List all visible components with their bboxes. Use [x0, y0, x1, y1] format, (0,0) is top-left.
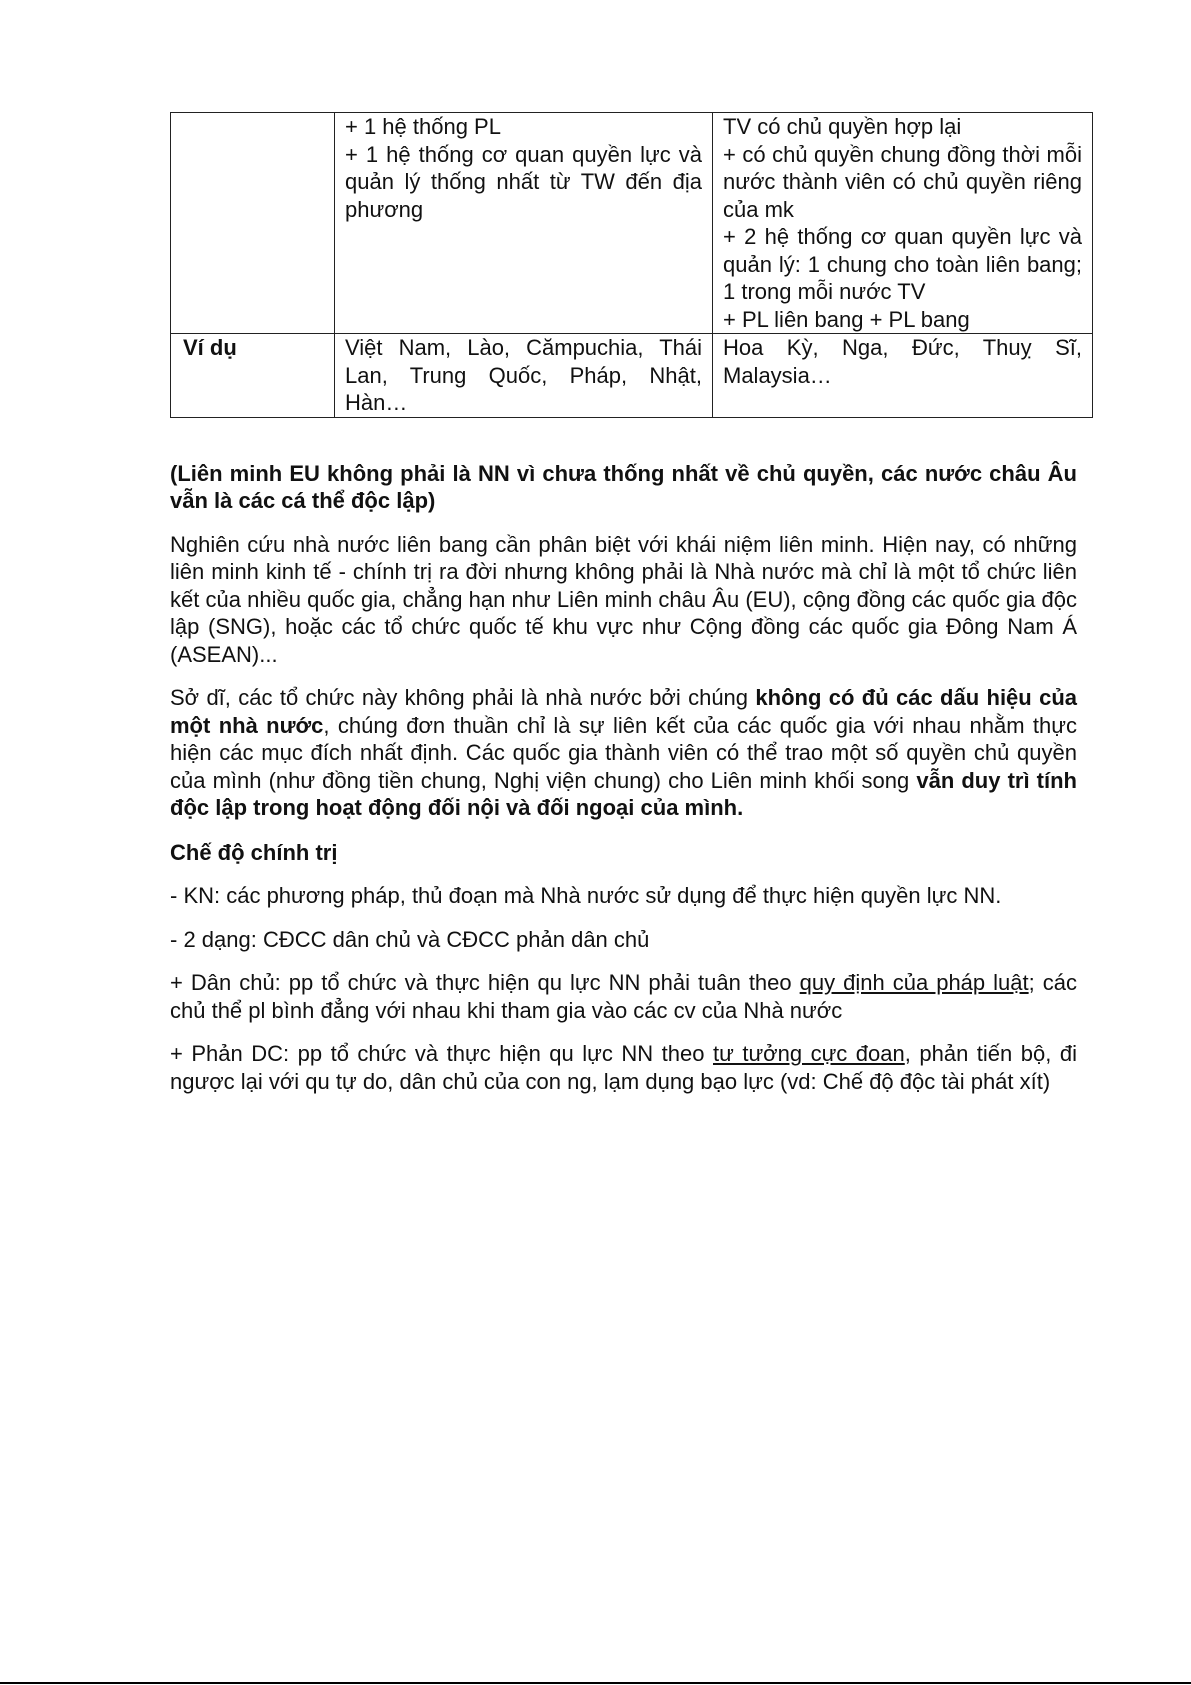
types-line: - 2 dạng: CĐCC dân chủ và CĐCC phản dân chủ — [170, 926, 650, 952]
table-cell-unitary — [335, 113, 713, 334]
page-bottom-border — [0, 1682, 1191, 1684]
table-cell-federal-examples: Hoa Kỳ, Nga, Đức, Thuỵ Sĩ, Malaysia… — [713, 334, 1093, 418]
democratic-line — [170, 969, 1077, 1024]
underlined-run: tư tưởng cực đoan — [713, 1041, 905, 1066]
cell-line: + 1 hệ thống PL — [345, 114, 501, 139]
text-run: + Dân chủ: pp tổ chức và thực hiện qu lực NN phải tuân theo — [170, 970, 800, 995]
cell-line: + có chủ quyền chung đồng thời mỗi nước thành viên có chủ quyền riêng của mk — [723, 141, 1082, 222]
definition-line: - KN: các phương pháp, thủ đoạn mà Nhà nước sử dụng để thực hiện quyền lực NN. — [170, 883, 1002, 908]
text-run: , chúng đơn thuần chỉ là sự liên kết của các quốc gia với nhau nhằm thực hiện các mục đích nhất định. Các quốc gia thành viên có thể trao một số quyền chủ quyền của mình (như đồng tiền chung, Nghị viện chung) cho Liên minh khối song — [170, 712, 1077, 793]
table-row — [171, 113, 1093, 334]
paragraph-reason — [170, 684, 1077, 822]
document-page — [170, 112, 1082, 1095]
text-run: Sở dĩ, các tổ chức này không phải là nhà nước bởi chúng — [170, 685, 756, 710]
cell-line: + 2 hệ thống cơ quan quyền lực và quản lý: 1 chung cho toàn liên bang; 1 trong mỗi nước TV — [723, 224, 1082, 304]
paragraph-union: Nghiên cứu nhà nước liên bang cần phân biệt với khái niệm liên minh. Hiện nay, có những liên minh kinh tế - chính trị ra đời nhưng không phải là Nhà nước mà chỉ là một tổ chức liên kết của nhiều quốc gia, chẳng hạn như Liên minh châu Âu (EU), cộng đồng các quốc gia độc lập (SNG), hoặc các tổ chức quốc tế khu vực như Cộng đồng các quốc gia Đông Nam Á (ASEAN)... — [170, 531, 1077, 667]
text-run: + Phản DC: pp tổ chức và thực hiện qu lực NN theo — [170, 1041, 713, 1066]
text-run: ; các chủ thể pl bình đẳng với nhau khi tham gia vào các cv của Nhà nước — [170, 970, 1077, 1023]
cell-line: TV có chủ quyền hợp lại — [723, 114, 962, 139]
bold-run: không có đủ các dấu hiệu của một nhà nước — [170, 685, 1077, 738]
table-row — [171, 334, 1093, 418]
cell-line: + PL liên bang + PL bang — [723, 306, 970, 332]
section-heading: Chế độ chính trị — [170, 839, 338, 865]
table-cell-federal — [713, 113, 1093, 334]
comparison-table — [170, 112, 1093, 418]
bold-run: vẫn duy trì tính độc lập trong hoạt động đối nội và đối ngoại của mình. — [170, 767, 1077, 820]
table-cell-unitary-examples: Việt Nam, Lào, Cămpuchia, Thái Lan, Trung Quốc, Pháp, Nhật, Hàn… — [335, 334, 713, 418]
underlined-run: quy định của pháp luật — [799, 970, 1029, 995]
eu-note: (Liên minh EU không phải là NN vì chưa thống nhất về chủ quyền, các nước châu Âu vẫn là các cá thể độc lập) — [170, 460, 1077, 513]
cell-line: + 1 hệ thống cơ quan quyền lực và quản lý thống nhất từ TW đến địa phương — [345, 141, 702, 222]
text-run: , phản tiến bộ, đi ngược lại với qu tự do, dân chủ của con ng, lạm dụng bạo lực (vd: Chế độ độc tài phát xít) — [170, 1041, 1077, 1094]
anti-democratic-line — [170, 1040, 1077, 1095]
table-cell-label — [171, 113, 335, 334]
table-cell-label: Ví dụ — [171, 334, 335, 418]
